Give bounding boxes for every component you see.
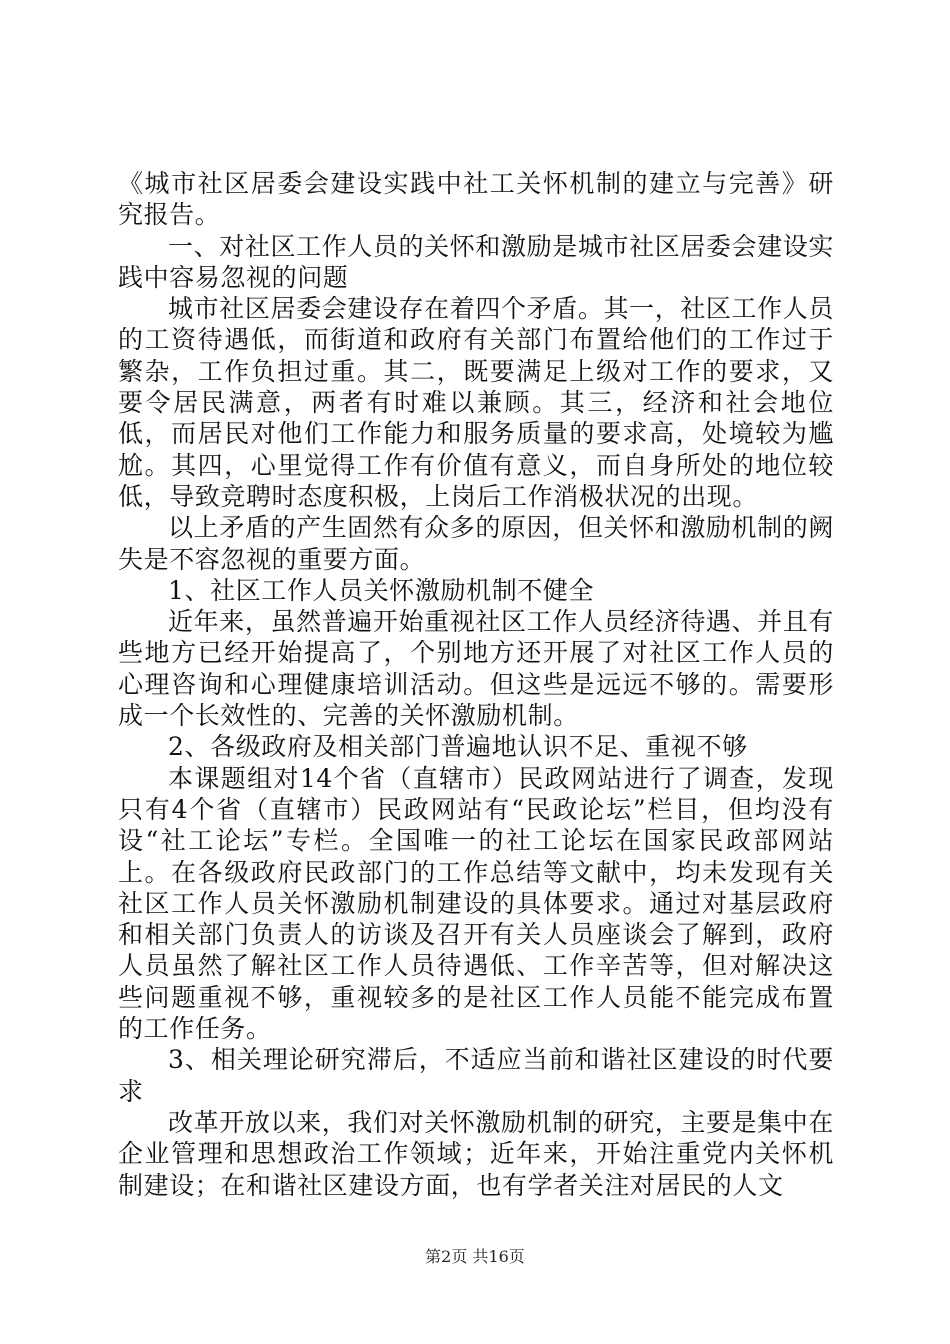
page-number-footer: 第2页 共16页 — [425, 1247, 525, 1266]
subheading-1: 1、社区工作人员关怀激励机制不健全 — [168, 575, 595, 605]
body-paragraph: 本课题组对14个省（直辖市）民政网站进行了调查，发现只有4个省（直辖市）民政网站有“民政论坛”栏目，但均没有设“社工论坛”专栏。全国唯一的社工论坛在国家民政部网站上。在各级政府民政部门的工作总结等文献中，均未发现有关社区工作人员关怀激励机制建设的具体要求。通过对基层政府和相关部门负责人的访谈及召开有关人员座谈会了解到，政府人员虽然了解社区工作人员待遇低、工作辛苦等，但对解决这些问题重视不够，重视较多的是社区工作人员能不能完成布置的工作任务。 — [118, 763, 834, 1044]
report-title-line: 《城市社区居委会建设实践中社工关怀机制的建立与完善》研究报告。 — [118, 169, 834, 230]
body-paragraph: 城市社区居委会建设存在着四个矛盾。其一，社区工作人员的工资待遇低，而街道和政府有关部门布置给他们的工作过于繁杂，工作负担过重。其二，既要满足上级对工作的要求，又要令居民满意，两者有时难以兼顾。其三，经济和社会地位低，而居民对他们工作能力和服务质量的要求高，处境较为尴尬。其四，心里觉得工作有价值有意义，而自身所处的地位较低，导致竞聘时态度积极，上岗后工作消极状况的出现。 — [118, 294, 834, 511]
subheading-3: 3、相关理论研究滞后，不适应当前和谐社区建设的时代要求 — [118, 1045, 834, 1106]
section-heading-1: 一、对社区工作人员的关怀和激励是城市社区居委会建设实践中容易忽视的问题 — [118, 231, 834, 292]
document-body — [118, 168, 834, 1201]
body-paragraph: 近年来，虽然普遍开始重视社区工作人员经济待遇、并且有些地方已经开始提高了，个别地方还开展了对社区工作人员的心理咨询和心理健康培训活动。但这些是远远不够的。需要形成一个长效性的、完善的关怀激励机制。 — [118, 607, 834, 731]
subheading-2: 2、各级政府及相关部门普遍地认识不足、重视不够 — [168, 732, 748, 762]
body-paragraph: 以上矛盾的产生固然有众多的原因，但关怀和激励机制的阙失是不容忽视的重要方面。 — [118, 513, 834, 574]
body-paragraph: 改革开放以来，我们对关怀激励机制的研究，主要是集中在企业管理和思想政治工作领域；近年来，开始注重党内关怀机制建设；在和谐社区建设方面，也有学者关注对居民的人文 — [118, 1107, 834, 1200]
